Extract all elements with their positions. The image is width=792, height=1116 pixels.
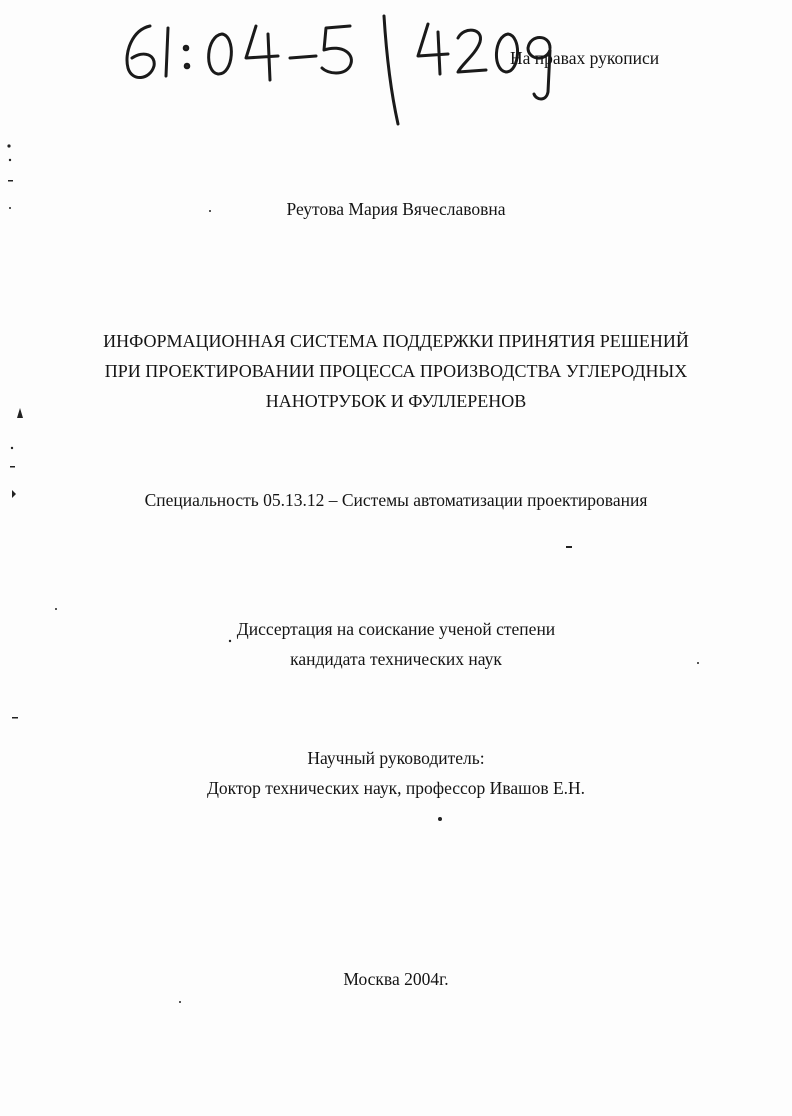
thesis-title bbox=[0, 326, 792, 416]
dissertation-line-1: Диссертация на соискание ученой степени bbox=[236, 619, 556, 639]
handwritten-archive-code bbox=[110, 8, 570, 128]
title-line-2: ПРИ ПРОЕКТИРОВАНИИ ПРОЦЕССА ПРОИЗВОДСТВА УГЛЕРОДНЫХ bbox=[104, 361, 688, 381]
author-name: Реутова Мария Вячеславовна bbox=[286, 199, 506, 219]
supervisor-label: Научный руководитель: bbox=[307, 748, 485, 768]
specialty: Специальность 05.13.12 – Системы автоматизации проектирования bbox=[144, 490, 648, 510]
title-line-3: НАНОТРУБОК И ФУЛЛЕРЕНОВ bbox=[265, 391, 527, 411]
title-line-1: ИНФОРМАЦИОННАЯ СИСТЕМА ПОДДЕРЖКИ ПРИНЯТИЯ РЕШЕНИЙ bbox=[103, 331, 689, 351]
rights-note: На правах рукописи bbox=[510, 48, 660, 68]
supervisor-name: Доктор технических наук, профессор Ивашов Е.Н. bbox=[206, 778, 586, 798]
place-year: Москва 2004г. bbox=[343, 969, 449, 989]
dissertation-line-2: кандидата технических наук bbox=[290, 649, 502, 669]
